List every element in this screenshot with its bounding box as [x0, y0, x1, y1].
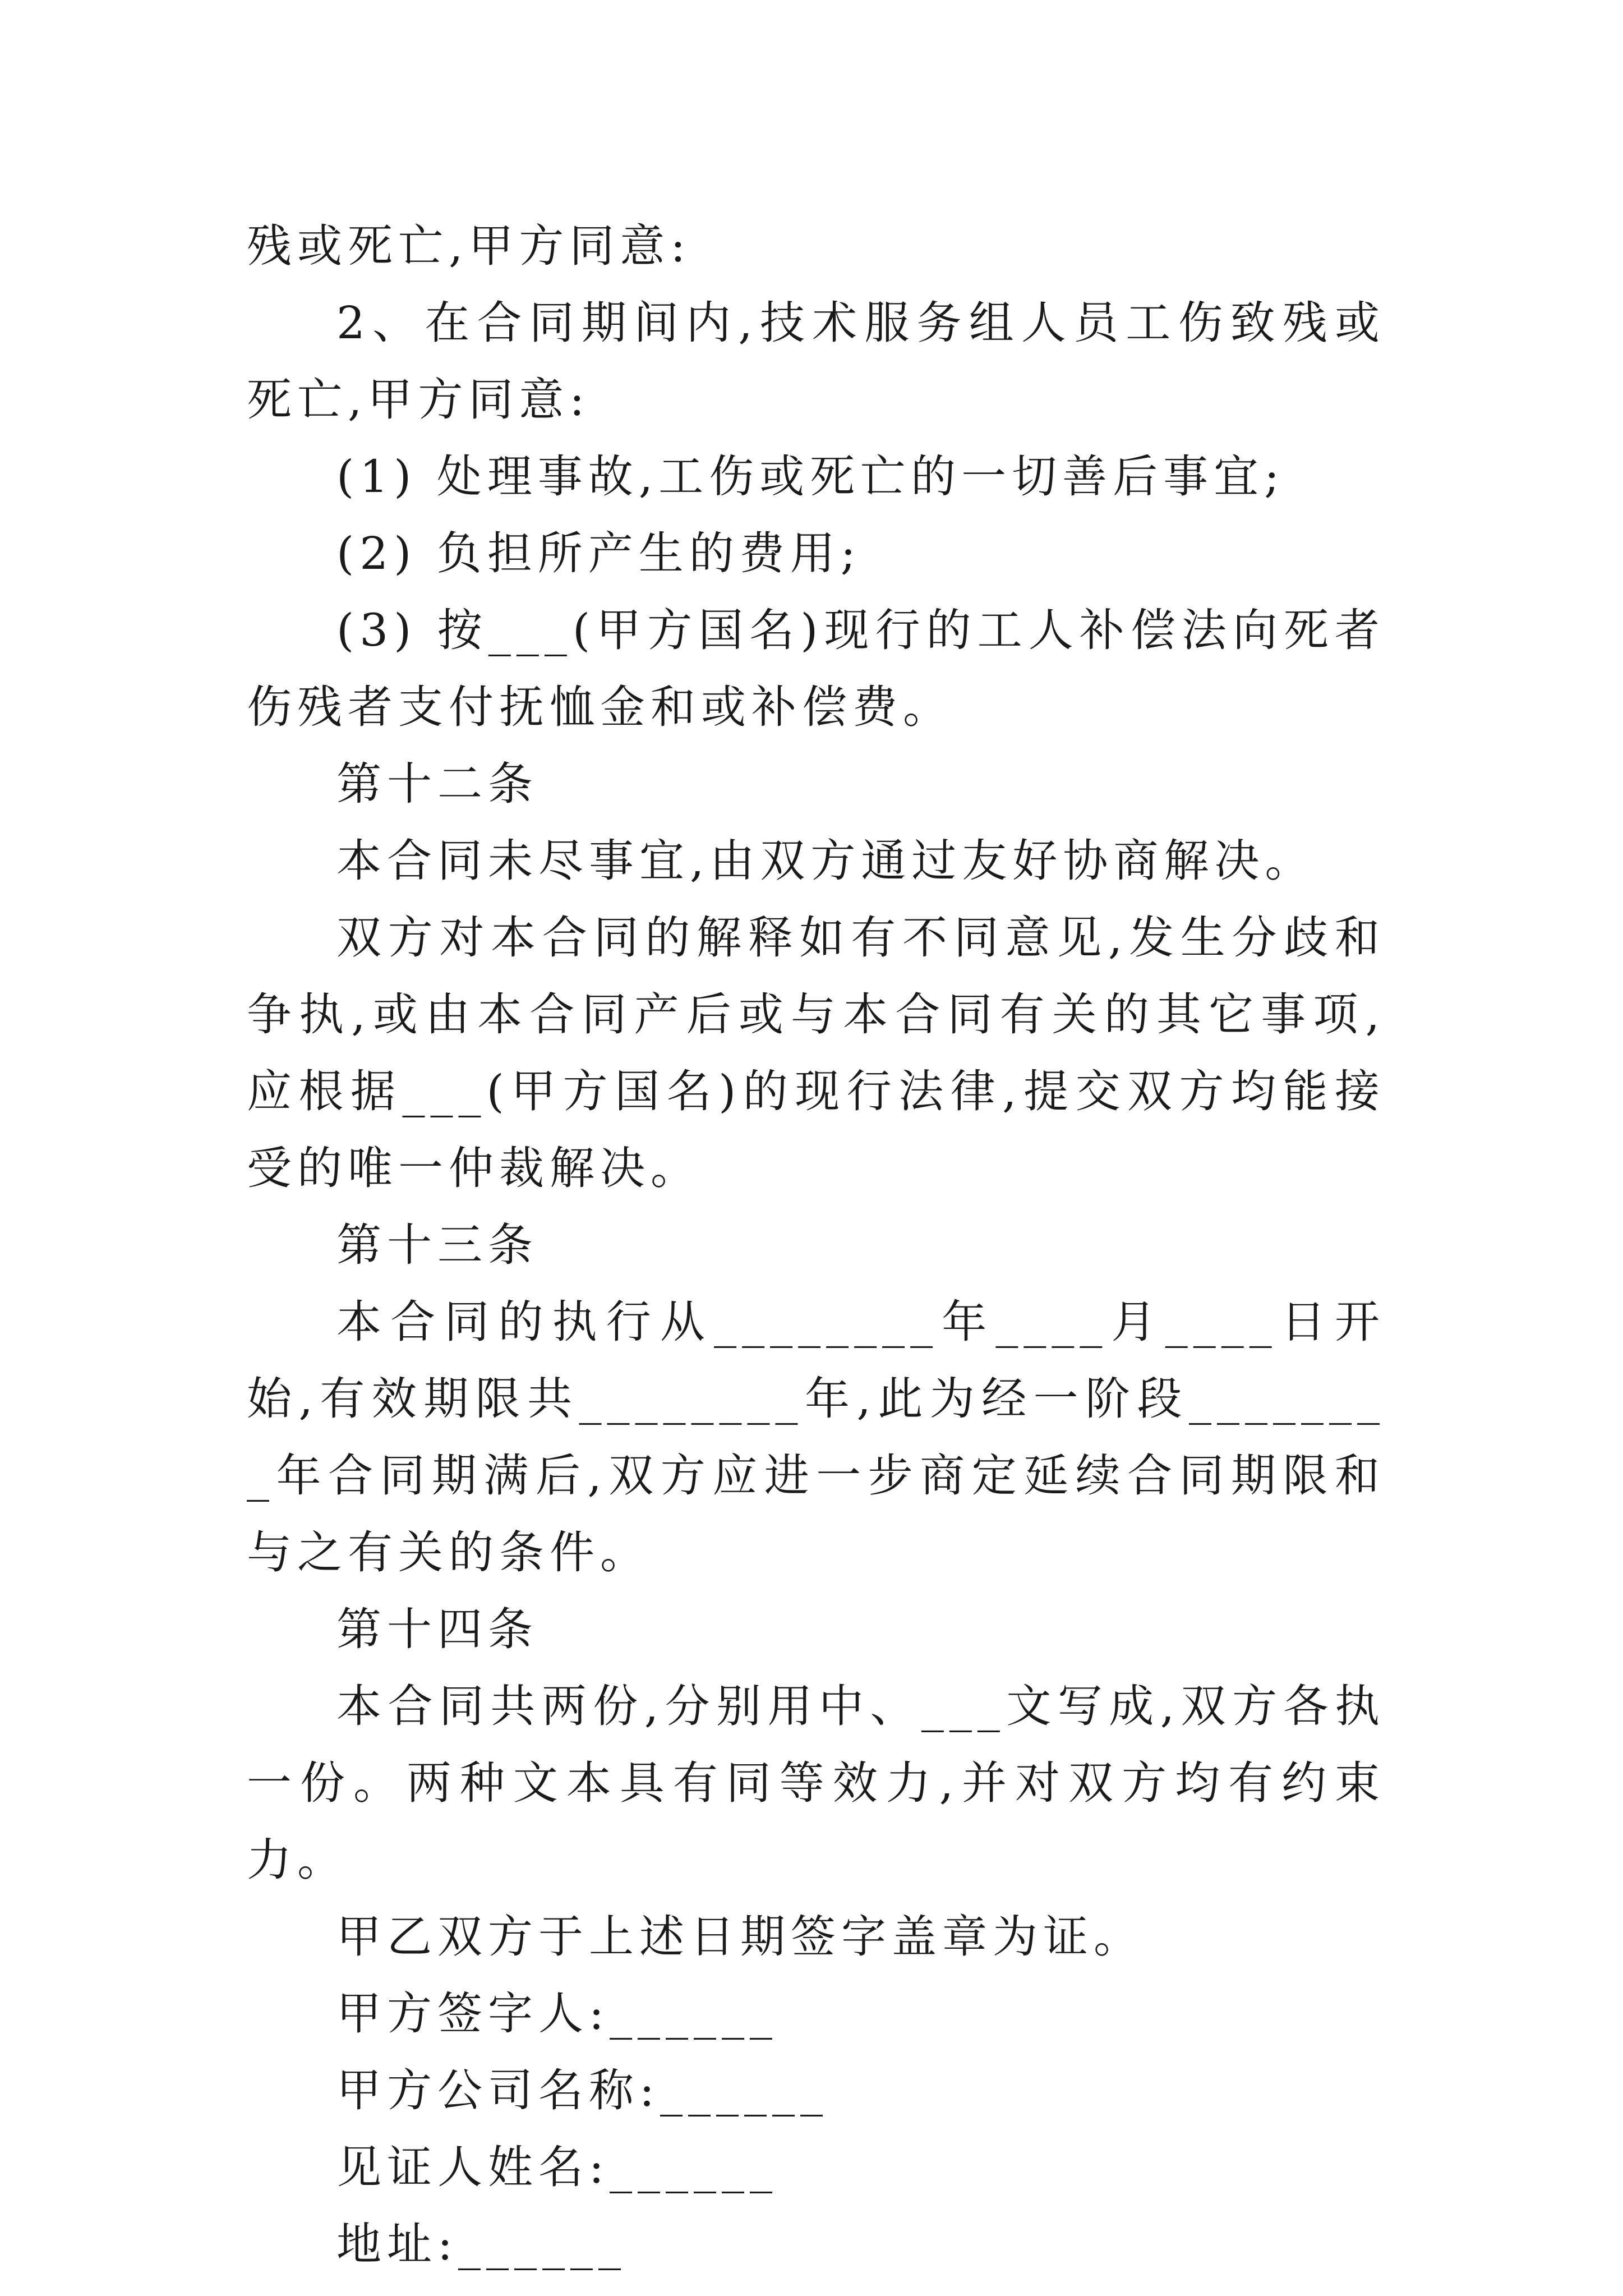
paragraph-continuation: 残或死亡,甲方同意: [247, 220, 691, 272]
address: 地址:______ [336, 2218, 626, 2270]
party-a-signatory: 甲方签字人:______ [336, 1987, 778, 2040]
clause-2: 2、在合同期间内,技术服务组人员工伤致残或死亡,甲方同意: [247, 297, 1385, 426]
article-14-para: 本合同共两份,分别用中、___文写成,双方各执一份。两种文本具有同等效力,并对双方均有约束力。 [247, 1680, 1385, 1886]
witness-name: 见证人姓名:______ [336, 2141, 778, 2193]
party-a-company-name: 甲方公司名称:______ [336, 2064, 828, 2116]
clause-2-item-1: (1) 处理事故,工伤或死亡的一切善后事宜; [336, 450, 1285, 503]
article-14-heading: 第十四条 [336, 1603, 538, 1655]
article-12-para-2: 双方对本合同的解释如有不同意见,发生分歧和争执,或由本合同产后或与本合同有关的其它事项,应根据___(甲方国名)的现行法律,提交双方均能接受的唯一仲裁解决。 [247, 912, 1385, 1194]
article-13-para: 本合同的执行从________年____月____日开始,有效期限共________年,此为经一阶段________年合同期满后,双方应进一步商定延续合同期限和与之有关的条件。 [247, 1296, 1385, 1579]
closing-statement: 甲乙双方于上述日期签字盖章为证。 [336, 1911, 1144, 1963]
clause-2-item-2: (2) 负担所产生的费用; [336, 527, 861, 579]
article-13-heading: 第十三条 [336, 1219, 538, 1271]
article-12-para-1: 本合同未尽事宜,由双方通过友好协商解决。 [336, 835, 1316, 887]
contract-body [247, 208, 1385, 2283]
article-12-heading: 第十二条 [336, 758, 538, 810]
clause-2-item-3: (3) 按___(甲方国名)现行的工人补偿法向死者伤残者支付抚恤金和或补偿费。 [247, 604, 1385, 733]
